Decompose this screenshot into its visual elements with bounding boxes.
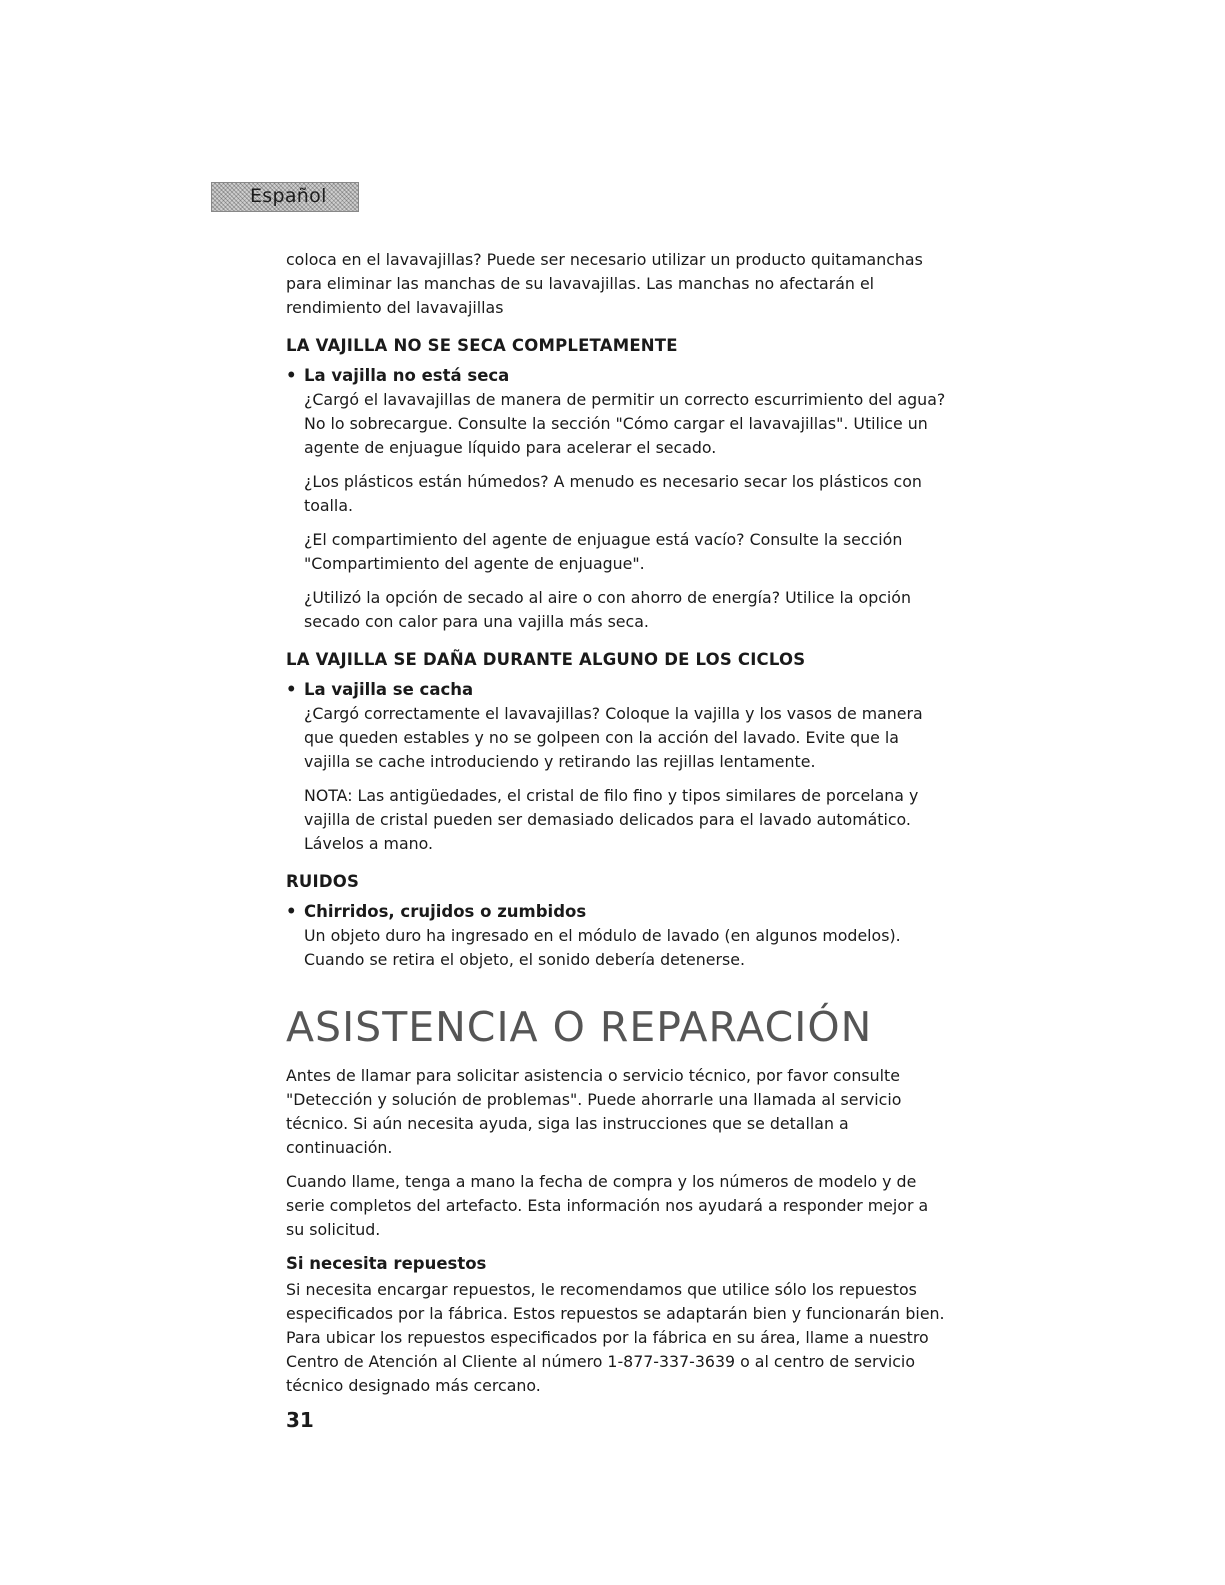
service-title: ASISTENCIA O REPARACIÓN bbox=[286, 1003, 873, 1051]
section-heading-drying: LA VAJILLA NO SE SECA COMPLETAMENTE bbox=[286, 336, 678, 355]
bullet-label: La vajilla se cacha bbox=[304, 680, 474, 699]
paragraph: ¿Cargó correctamente el lavavajillas? Coloque la vajilla y los vasos de manera que queden estables y no se golpeen con la acción del lavado. Evite que la vajilla se cache introduciendo y retirando las rejillas lentamente. bbox=[304, 704, 923, 771]
intro-paragraph: coloca en el lavavajillas? Puede ser necesario utilizar un producto quitamanchas para eliminar las manchas de su lavavajillas. Las manchas no afectarán el rendimiento del lavavajillas bbox=[286, 250, 923, 317]
paragraph: Un objeto duro ha ingresado en el módulo de lavado (en algunos modelos). Cuando se retira el objeto, el sonido debería detenerse. bbox=[304, 926, 901, 969]
section-heading-damage: LA VAJILLA SE DAÑA DURANTE ALGUNO DE LOS CICLOS bbox=[286, 650, 806, 669]
page-content bbox=[286, 248, 946, 1432]
page-number: 31 bbox=[286, 1408, 314, 1432]
bullet-label: Chirridos, crujidos o zumbidos bbox=[304, 902, 587, 921]
bullet-label: La vajilla no está seca bbox=[304, 366, 510, 385]
language-tab bbox=[211, 182, 359, 212]
paragraph: ¿Utilizó la opción de secado al aire o con ahorro de energía? Utilice la opción secado con calor para una vajilla más seca. bbox=[304, 588, 911, 631]
paragraph: ¿Los plásticos están húmedos? A menudo es necesario secar los plásticos con toalla. bbox=[304, 472, 922, 515]
bullet-dishes-not-dry bbox=[286, 364, 946, 388]
paragraph: ¿Cargó el lavavajillas de manera de permitir un correcto escurrimiento del agua? No lo sobrecargue. Consulte la sección "Cómo cargar el lavavajillas". Utilice un agente de enjuague líquido para acelerar el secado. bbox=[304, 390, 946, 457]
parts-paragraph: Si necesita encargar repuestos, le recomendamos que utilice sólo los repuestos especificados por la fábrica. Estos repuestos se adaptarán bien y funcionarán bien. Para ubicar los repuestos especificados por la fábrica en su área, llame a nuestro Centro de Atención al Cliente al número 1-877-337-3639 o al centro de servicio técnico designado más cercano. bbox=[286, 1280, 945, 1395]
language-tab-label: Español bbox=[250, 185, 327, 207]
parts-heading: Si necesita repuestos bbox=[286, 1254, 487, 1273]
note-paragraph: NOTA: Las antigüedades, el cristal de filo fino y tipos similares de porcelana y vajilla de cristal pueden ser demasiado delicados para el lavado automático. Lávelos a mano. bbox=[304, 786, 919, 853]
bullet-noises bbox=[286, 900, 946, 924]
bullet-dishes-chipped bbox=[286, 678, 946, 702]
service-paragraph: Antes de llamar para solicitar asistencia o servicio técnico, por favor consulte "Detección y solución de problemas". Puede ahorrarle una llamada al servicio técnico. Si aún necesita ayuda, siga las instrucciones que se detallan a continuación. bbox=[286, 1066, 902, 1157]
bullet-dot-icon: • bbox=[286, 680, 297, 699]
section-heading-noise: RUIDOS bbox=[286, 872, 360, 891]
bullet-dot-icon: • bbox=[286, 366, 297, 385]
paragraph: ¿El compartimiento del agente de enjuague está vacío? Consulte la sección "Compartimiento del agente de enjuague". bbox=[304, 530, 903, 573]
service-paragraph: Cuando llame, tenga a mano la fecha de compra y los números de modelo y de serie completos del artefacto. Esta información nos ayudará a responder mejor a su solicitud. bbox=[286, 1172, 929, 1239]
bullet-dot-icon: • bbox=[286, 902, 297, 921]
